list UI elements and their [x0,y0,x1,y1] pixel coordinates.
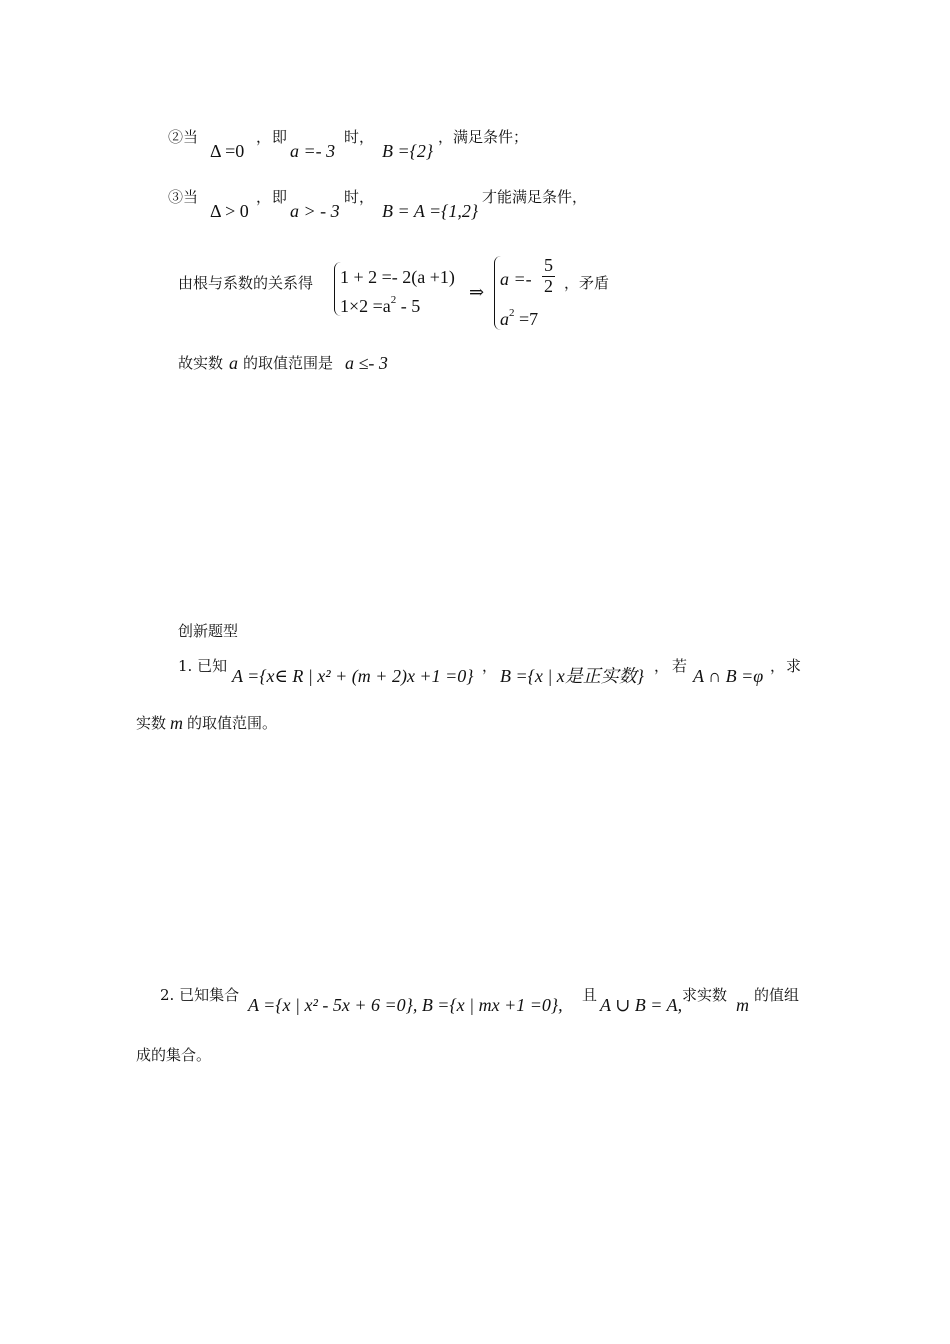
case3-sep: ， [256,188,272,206]
problem1-setA: A ={x∈ R | x² + (m + 2)x +1 =0} [232,666,474,686]
problem1-condition: A ∩ B =φ [693,666,764,686]
vieta-eq2: $1\times 2 =a^2 - 5$ [340,294,421,316]
section-title: 创新题型 [178,622,239,640]
problem2-condition: A ∪ B = A, [600,995,683,1015]
case2-B-value: B ={2} [382,141,434,161]
conclusion-text2: 的取值范围是 [243,354,334,372]
conclusion-text1: 故实数 [178,354,224,372]
case3-condition: Δ > 0 [210,201,249,221]
problem2-qie: 且 [582,986,598,1004]
problem2-number: 2. 已知集合 [160,986,240,1004]
problem1-qiu: 求 [786,657,802,675]
problem2-sets: A ={x | x² - 5x + 6 =0}, B ={x | mx +1 =0}, [248,995,563,1015]
vieta-tail: ，矛盾 [564,274,610,292]
problem1-line2-pre: 实数 [136,714,167,732]
problem1-comma2: ， [654,657,670,675]
conclusion-result: a ≤- 3 [345,353,388,373]
problem2-qiu: 求实数 [682,986,728,1004]
case2-ji: 即 [272,128,288,146]
case2-marker: ②当 [168,128,199,146]
case2-tail: ，满足条件； [438,128,529,146]
case2-shi: 时， [344,128,375,146]
problem1-line2-post: 的取值范围。 [187,714,278,732]
fraction-five-halves: $\frac{5}{2}$ [544,255,553,296]
case3-tail: 才能满足条件， [482,188,588,206]
vieta-eq1: 1 + 2 =- 2(a +1) [340,267,455,287]
problem1-ruo: 若 [672,657,688,675]
case2-sep: ， [256,128,272,146]
case3-B-value: B = A ={1,2} [382,201,479,221]
case2-condition: Δ =0 [210,141,245,161]
problem1-line2-var: m [170,713,183,733]
problem2-tail: 的值组 [754,986,800,1004]
problem2-var: m [736,995,749,1015]
problem2-line2: 成的集合。 [136,1046,212,1064]
vieta-lead: 由根与系数的关系得 [178,274,314,292]
case3-shi: 时， [344,188,375,206]
case3-ji: 即 [272,188,288,206]
conclusion-var: a [229,353,238,373]
problem1-setB: B ={x | x是正实数} [500,666,644,686]
problem1-comma1: ， [482,657,498,675]
problem1-comma3: ， [770,657,786,675]
problem1-number: 1. 已知 [178,657,228,675]
case2-a-value: a =- 3 [290,141,336,161]
case3-a-value: a > - 3 [290,201,340,221]
vieta-res2: $a^2 =7$ [500,307,539,329]
case3-marker: ③当 [168,188,199,206]
vieta-res1: a =- [500,269,532,289]
implies-arrow: ⇒ [469,282,485,302]
